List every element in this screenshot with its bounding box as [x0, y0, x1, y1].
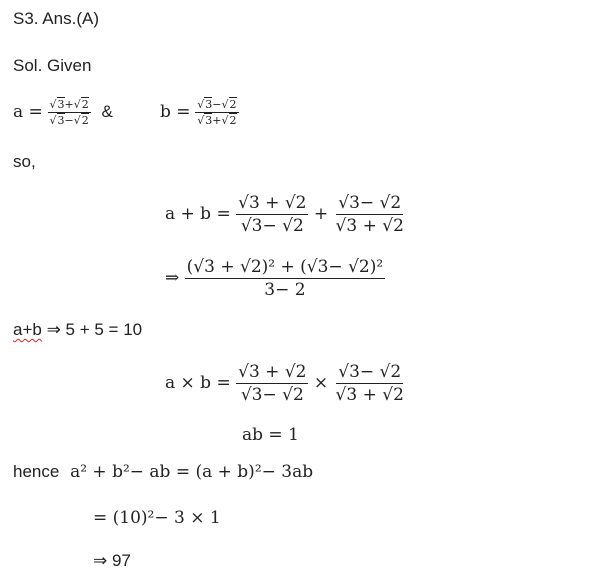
sum-step-fraction: $\frac{\text{(√3 + √2)² + (√3− √2)²}}{3- 2}$	[186, 257, 384, 300]
b-denominator: √3+√2	[197, 114, 237, 127]
step-two: = (10)²− 3 × 1	[93, 508, 221, 528]
sum-result	[13, 320, 142, 340]
product-fraction-1: $\frac{√3 + √2}{√3- √2}$	[238, 362, 307, 405]
sum-fraction-2: $\frac{√3- √2}{√3 + √2}$	[335, 193, 404, 236]
sum-step	[165, 257, 385, 300]
a-numerator: √3+√2	[49, 98, 89, 111]
answer-heading: S3. Ans.(A)	[13, 9, 99, 28]
sum-result-ab: a+b	[13, 320, 42, 339]
sum-plus: +	[313, 204, 329, 224]
product-result: ab = 1	[242, 425, 299, 445]
sum-lhs: a + b =	[165, 204, 231, 224]
definition-b	[160, 98, 239, 127]
a-fraction	[48, 98, 91, 127]
hence-line	[13, 462, 313, 482]
a-denominator: √3−√2	[49, 114, 89, 127]
product-lhs: a × b =	[165, 373, 231, 393]
hence-word: hence	[13, 462, 60, 481]
product-equation	[165, 362, 406, 405]
sum-fraction-1: $\frac{√3 + √2}{√3- √2}$	[238, 193, 307, 236]
ampersand: &	[101, 101, 113, 121]
product-times: ×	[313, 373, 329, 393]
product-fraction-2: $\frac{√3- √2}{√3 + √2}$	[335, 362, 404, 405]
solution-label: Sol. Given	[13, 56, 92, 75]
b-numerator: √3−√2	[197, 98, 237, 111]
b-fraction	[195, 98, 238, 127]
a-lhs: a =	[13, 101, 43, 122]
sum-result-rest: ⇒ 5 + 5 = 10	[46, 320, 143, 339]
hence-expression: a² + b²− ab = (a + b)²− 3ab	[70, 462, 314, 482]
b-lhs: b =	[160, 101, 191, 122]
definition-a	[13, 98, 113, 127]
implies-arrow: ⇒	[165, 268, 180, 288]
sum-equation	[165, 193, 406, 236]
final-answer: ⇒ 97	[93, 551, 131, 570]
so-label: so,	[13, 152, 36, 171]
